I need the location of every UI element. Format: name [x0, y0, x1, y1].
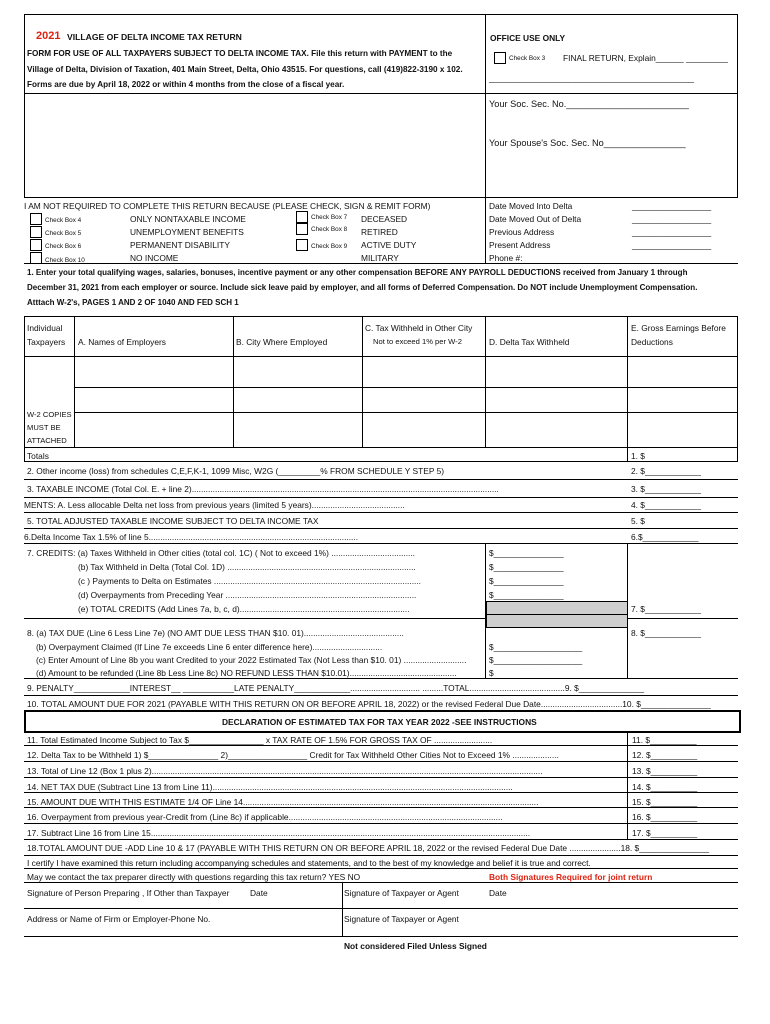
col-other-city-note: Not to exceed 1% per W-2: [373, 337, 462, 346]
checkbox-9[interactable]: [296, 239, 308, 251]
line-7a: 7. CREDITS: (a) Taxes Withheld in Other cities (total col. 1C) ( Not to exceed 1%) ....................................: [27, 548, 416, 558]
only-nontaxable-income: ONLY NONTAXABLE INCOME: [130, 214, 246, 224]
retired: RETIRED: [361, 227, 398, 237]
not-filed-unless-signed: Not considered Filed Unless Signed: [344, 941, 487, 951]
intro-line-2: Village of Delta, Division of Taxation, 401 Main Street, Delta, Ohio 43515. For questions, call (419)822-3190 x 102.: [27, 65, 463, 74]
line-7b-amount[interactable]: $_______________: [489, 562, 564, 572]
line-8d-amount[interactable]: $: [489, 668, 494, 678]
line-8-shaded: [486, 614, 628, 628]
line-1-total[interactable]: 1. $: [631, 451, 645, 461]
w2-must-be: MUST BE: [27, 423, 61, 432]
line-2-amount[interactable]: 2. $____________: [631, 466, 701, 476]
checkbox-5[interactable]: [30, 226, 42, 238]
present-address-field[interactable]: _________________: [632, 240, 712, 250]
certify-statement: I certify I have examined this return including accompanying schedules and statements, and to the best of my knowledge and belief it is true and correct.: [27, 858, 591, 868]
soc-sec-field[interactable]: Your Soc. Sec. No.________________________: [489, 99, 689, 109]
checkbox-4[interactable]: [30, 213, 42, 225]
line-7b: (b) Tax Withheld in Delta (Total Col. 1D) .................................................................................: [78, 562, 416, 572]
line-17: 17. Subtract Line 16 from Line 15...................................................................................................................................................................: [27, 828, 531, 838]
active-duty: ACTIVE DUTY: [361, 240, 417, 250]
line-4: MENTS: A. Less allocable Delta net loss from previous years (limited 5 years)........................................: [24, 500, 405, 510]
col-city: B. City Where Employed: [236, 337, 328, 347]
previous-address: Previous Address: [489, 227, 555, 237]
line-6: 6.Delta Income Tax 1.5% of line 5..........................................................................................: [24, 532, 359, 542]
tax-year: 2021: [36, 30, 61, 42]
no-income: NO INCOME: [130, 253, 179, 263]
line-3: 3. TAXABLE INCOME (Total Col. E. + line 2)....................................................................................................................................: [27, 484, 499, 494]
phone-label: Phone #:: [489, 253, 523, 263]
line-8d: (d) Amount to be refunded (Line 8b Less Line 8c) NO REFUND LESS THAN $10.01)..............................................: [36, 668, 457, 678]
line-2: 2. Other income (loss) from schedules C,E,F,K-1, 1099 Misc, W2G (_________% FROM SCHEDULE Y STEP 5): [27, 466, 445, 476]
checkbox-6-label: Check Box 6: [45, 243, 82, 250]
line-7d: (d) Overpayments from Preceding Year ..................................................................................: [78, 590, 417, 600]
col-employers: A. Names of Employers: [78, 337, 166, 347]
unemployment-benefits: UNEMPLOYMENT BENEFITS: [130, 227, 244, 237]
line-7c-amount[interactable]: $_______________: [489, 576, 564, 586]
instruction-line-2: December 31, 2021 from each employer or source. Include sick leave paid by employer, and all forms of Deferred Compensation. Do NOT include Unemployment Compensation.: [27, 283, 698, 292]
military: MILITARY: [361, 253, 399, 263]
col-individual: Individual: [27, 323, 63, 333]
line-14: 14. NET TAX DUE (Subtract Line 13 from Line 11).................................................................................................................................: [27, 782, 513, 792]
line-15: 15. AMOUNT DUE WITH THIS ESTIMATE 1/4 OF Line 14...............................................................................................................................: [27, 797, 539, 807]
checkbox-7-label: Check Box 7: [311, 214, 348, 221]
taxpayer-signature[interactable]: Signature of Taxpayer or Agent: [344, 888, 459, 898]
date-moved-out: Date Moved Out of Delta: [489, 214, 582, 224]
checkbox-8[interactable]: [296, 223, 308, 235]
line-7e: (e) TOTAL CREDITS (Add Lines 7a, b, c, d).........................................................................: [78, 604, 410, 614]
form-title: VILLAGE OF DELTA INCOME TAX RETURN: [67, 32, 242, 42]
instruction-line-3: Atttach W-2's, PAGES 1 AND 2 OF 1040 AND FED SCH 1: [27, 298, 239, 307]
checkbox-6[interactable]: [30, 239, 42, 251]
line-13: 13. Total of Line 12 (Box 1 plus 2)........................................................................................................................................................................: [27, 766, 543, 776]
line-11: 11. Total Estimated Income Subject to Tax $________________ x TAX RATE OF 1.5% FOR GROSS TAX OF .........................: [27, 735, 493, 745]
col-gross-earnings: E. Gross Earnings Before: [631, 323, 726, 333]
checkbox-9-label: Check Box 9: [311, 243, 348, 250]
final-return-line: ____________________________________________: [489, 73, 694, 83]
col-other-city: C. Tax Withheld in Other City: [365, 323, 473, 333]
spouse-soc-sec-field[interactable]: Your Spouse's Soc. Sec. No________________: [489, 138, 686, 148]
line-9: 9. PENALTY____________INTEREST__ ___________LATE PENALTY____________.............................. .........TOTAL.........................................9. $______________: [27, 683, 644, 693]
checkbox-3[interactable]: [494, 52, 506, 64]
totals-label: Totals: [27, 451, 49, 461]
line-8c-amount[interactable]: $___________________: [489, 655, 583, 665]
line-4-amount[interactable]: 4. $____________: [631, 500, 701, 510]
line-3-amount[interactable]: 3. $____________: [631, 484, 701, 494]
line-10: 10. TOTAL AMOUNT DUE FOR 2021 (PAYABLE WITH THIS RETURN ON OR BEFORE APRIL 18, 2022) or the revised Federal Due Date...................................10. $_______________: [27, 699, 711, 709]
intro-line-3: Forms are due by April 18, 2022 or within 4 months from the close of a fiscal year.: [27, 80, 345, 89]
contact-preparer: May we contact the tax preparer directly with questions regarding this tax return? YES NO: [27, 872, 361, 882]
line-8-amount[interactable]: 8. $____________: [631, 628, 701, 638]
line-7a-amount[interactable]: $_______________: [489, 548, 564, 558]
col-taxpayers: Taxpayers: [27, 337, 66, 347]
line-12-amount[interactable]: 12. $__________: [632, 750, 698, 760]
date-moved-into: Date Moved Into Delta: [489, 201, 573, 211]
line-13-amount[interactable]: 13. $__________: [632, 766, 698, 776]
line-6-amount[interactable]: 6.$____________: [631, 532, 699, 542]
checkbox-3-label: Check Box 3: [509, 55, 546, 62]
preparer-date[interactable]: Date: [250, 888, 268, 898]
line-5-amount[interactable]: 5. $: [631, 516, 645, 526]
line-17-amount[interactable]: 17. $__________: [632, 828, 698, 838]
present-address: Present Address: [489, 240, 551, 250]
date-moved-into-field[interactable]: _________________: [632, 201, 712, 211]
line-8c: (c) Enter Amount of Line 8b you want Credited to your 2022 Estimated Tax (Not Less than $10. 01) ...........................: [36, 655, 467, 665]
line-16-amount[interactable]: 16. $__________: [632, 812, 698, 822]
checkbox-7[interactable]: [296, 211, 308, 223]
line-16: 16. Overpayment from previous year-Credit from (Line 8c) if applicable............................................................................................: [27, 812, 503, 822]
line-7d-amount[interactable]: $_______________: [489, 590, 564, 600]
deceased: DECEASED: [361, 214, 408, 224]
both-signatures-note: Both Signatures Required for joint return: [489, 872, 653, 882]
instruction-line-1: 1. Enter your total qualifying wages, salaries, bonuses, incentive payment or any other compensation BEFORE ANY PAYROLL DEDUCTIONS received from January 1 through: [27, 268, 688, 277]
w2-attached: ATTACHED: [27, 436, 67, 445]
checkbox-8-label: Check Box 8: [311, 226, 348, 233]
line-11-amount[interactable]: 11. $__________: [632, 735, 697, 745]
line-14-amount[interactable]: 14. $__________: [632, 782, 698, 792]
line-18: 18.TOTAL AMOUNT DUE -ADD Line 10 & 17 (PAYABLE WITH THIS RETURN ON OR BEFORE APRIL 18, 2022 or the revised Federal Due Date ......................18. $_______________: [27, 843, 710, 853]
line-7-amount[interactable]: 7. $____________: [631, 604, 701, 614]
line-15-amount[interactable]: 15. $__________: [632, 797, 698, 807]
col-delta-tax: D. Delta Tax Withheld: [489, 337, 570, 347]
checkbox-4-label: Check Box 4: [45, 217, 82, 224]
previous-address-field[interactable]: _________________: [632, 227, 712, 237]
line-12: 12. Delta Tax to be Withheld 1) $_______________ 2)_________________ Credit for Tax Withheld Other Cities Not to Exceed 1% ....................: [27, 750, 559, 760]
taxpayer-signature-2[interactable]: Signature of Taxpayer or Agent: [344, 914, 459, 924]
line-8a: 8. (a) TAX DUE (Line 6 Less Line 7e) (NO AMT DUE LESS THAN $10. 01)...........................................: [27, 628, 404, 638]
permanent-disability: PERMANENT DISABILITY: [130, 240, 230, 250]
intro-line-1: FORM FOR USE OF ALL TAXPAYERS SUBJECT TO DELTA INCOME TAX. File this return with PAYMENT to the: [27, 49, 453, 58]
checkbox-10-label: Check Box 10: [45, 257, 85, 264]
final-return: FINAL RETURN, Explain______ _________: [563, 53, 728, 63]
line-8b-amount[interactable]: $___________________: [489, 642, 583, 652]
estimated-tax-title: DECLARATION OF ESTIMATED TAX FOR TAX YEAR 2022 -SEE INSTRUCTIONS: [222, 717, 537, 727]
firm-address[interactable]: Address or Name of Firm or Employer-Phone No.: [27, 914, 211, 924]
checkbox-5-label: Check Box 5: [45, 230, 82, 237]
taxpayer-date[interactable]: Date: [489, 888, 507, 898]
line-8b: (b) Overpayment Claimed (If Line 7e exceeds Line 6 enter difference here)..............................: [36, 642, 383, 652]
date-moved-out-field[interactable]: _________________: [632, 214, 712, 224]
not-required-title: I AM NOT REQUIRED TO COMPLETE THIS RETURN BECAUSE (PLEASE CHECK, SIGN & REMIT FORM): [24, 201, 431, 211]
col-deductions: Deductions: [631, 337, 673, 347]
w2-copies: W-2 COPIES: [27, 410, 72, 419]
line-5: 5. TOTAL ADJUSTED TAXABLE INCOME SUBJECT TO DELTA INCOME TAX: [27, 516, 319, 526]
preparer-signature[interactable]: Signature of Person Preparing , If Other than Taxpayer: [27, 888, 230, 898]
line-7c: (c ) Payments to Delta on Estimates .........................................................................................: [78, 576, 421, 586]
office-use-only: OFFICE USE ONLY: [490, 33, 566, 43]
